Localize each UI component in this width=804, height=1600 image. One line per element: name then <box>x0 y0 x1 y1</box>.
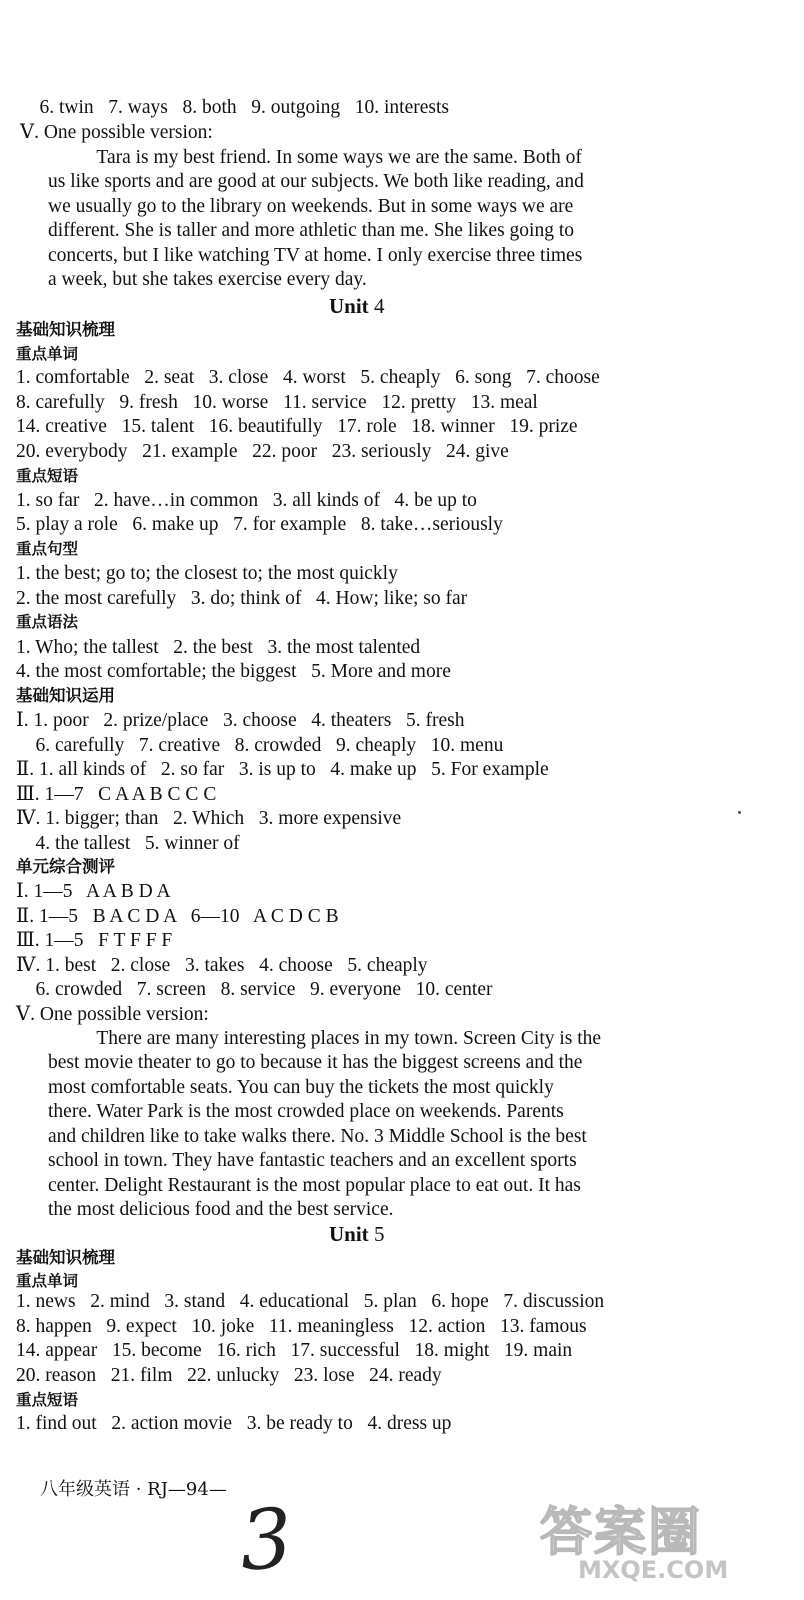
watermark-logo <box>540 1490 790 1590</box>
answer-line: 1. find out 2. action movie 3. be ready to 4. dress up <box>16 1413 452 1434</box>
unit-4-title-number: 4 <box>373 294 385 318</box>
section-heading: 基础知识运用 <box>16 686 115 705</box>
answer-line: 6. twin 7. ways 8. both 9. outgoing 10. interests <box>20 97 449 118</box>
unit-4-title <box>329 293 384 319</box>
answer-line: 1. so far 2. have…in common 3. all kinds of 4. be up to <box>16 490 477 511</box>
essay-line: different. She is taller and more athletic than me. She likes going to <box>48 220 575 241</box>
answer-line: 8. happen 9. expect 10. joke 11. meaningless 12. action 13. famous <box>16 1316 587 1337</box>
unit-4-title-word: Unit <box>329 294 369 318</box>
essay-line: most comfortable seats. You can buy the tickets the most quickly <box>48 1077 554 1098</box>
answer-line: Ⅲ. 1—7 C A A B C C C <box>16 784 217 805</box>
answer-line: Ⅲ. 1—5 F T F F F <box>16 930 173 951</box>
answer-line: 6. crowded 7. screen 8. service 9. everyone 10. center <box>16 979 493 1000</box>
answer-line: 2. the most carefully 3. do; think of 4. How; like; so far <box>16 588 468 609</box>
essay-line: school in town. They have fantastic teachers and an excellent sports <box>48 1150 577 1171</box>
answer-line: Ⅰ. 1—5 A A B D A <box>16 881 171 902</box>
watermark-text: 答案圈 <box>540 1503 703 1563</box>
answer-line: 14. creative 15. talent 16. beautifully 17. role 18. winner 19. prize <box>16 416 578 437</box>
print-speck <box>738 811 741 814</box>
answer-line: 6. carefully 7. creative 8. crowded 9. cheaply 10. menu <box>16 735 504 756</box>
answer-line: 1. Who; the tallest 2. the best 3. the most talented <box>16 637 421 658</box>
answer-line: Ⅱ. 1—5 B A C D A 6—10 A C D C B <box>16 906 339 927</box>
watermark-url: MXQE.COM <box>578 1556 729 1584</box>
subsection-heading: 重点句型 <box>16 539 79 558</box>
answer-line: 8. carefully 9. fresh 10. worse 11. service 12. pretty 13. meal <box>16 392 538 413</box>
essay-line: us like sports and are good at our subjects. We both like reading, and <box>48 171 584 192</box>
answer-line: 4. the most comfortable; the biggest 5. More and more <box>16 661 451 682</box>
answer-line: 5. play a role 6. make up 7. for example 8. take…seriously <box>16 514 503 535</box>
answer-line: 1. news 2. mind 3. stand 4. educational 5. plan 6. hope 7. discussion <box>16 1291 605 1312</box>
answer-line: 1. comfortable 2. seat 3. close 4. worst 5. cheaply 6. song 7. choose <box>16 367 600 388</box>
unit-5-title-number: 5 <box>373 1222 385 1246</box>
answer-line: 14. appear 15. become 16. rich 17. successful 18. might 19. main <box>16 1340 573 1361</box>
essay-line: there. Water Park is the most crowded place on weekends. Parents <box>48 1101 564 1122</box>
subsection-heading: 重点语法 <box>16 612 79 631</box>
answer-line: Ⅳ. 1. bigger; than 2. Which 3. more expensive <box>16 808 402 829</box>
essay-line: There are many interesting places in my town. Screen City is the <box>48 1028 602 1049</box>
answer-line: Ⅰ. 1. poor 2. prize/place 3. choose 4. theaters 5. fresh <box>16 710 465 731</box>
section-label: Ⅴ. One possible version: <box>16 1004 209 1025</box>
essay-line: concerts, but I like watching TV at home. I only exercise three times <box>48 245 583 266</box>
unit-5-title <box>329 1221 384 1247</box>
answer-line: 20. reason 21. film 22. unlucky 23. lose 24. ready <box>16 1365 442 1386</box>
essay-line: we usually go to the library on weekends. But in some ways we are <box>48 196 574 217</box>
section-heading: 单元综合测评 <box>16 857 115 876</box>
answer-line: 20. everybody 21. example 22. poor 23. seriously 24. give <box>16 441 509 462</box>
subsection-heading: 重点短语 <box>16 466 79 485</box>
essay-line: center. Delight Restaurant is the most popular place to eat out. It has <box>48 1175 581 1196</box>
subsection-heading: 重点单词 <box>16 1271 79 1290</box>
essay-line: a week, but she takes exercise every day. <box>48 269 367 290</box>
essay-line: Tara is my best friend. In some ways we are the same. Both of <box>48 147 582 168</box>
essay-line: best movie theater to go to because it has the biggest screens and the <box>48 1052 583 1073</box>
handwritten-page-number: 3 <box>236 1491 296 1590</box>
answer-line: Ⅱ. 1. all kinds of 2. so far 3. is up to 4. make up 5. For example <box>16 759 549 780</box>
page-footer: 八年级英语 · RJ—94— <box>40 1479 227 1500</box>
answer-line: 1. the best; go to; the closest to; the most quickly <box>16 563 398 584</box>
subsection-heading: 重点单词 <box>16 344 79 363</box>
essay-line: and children like to take walks there. No. 3 Middle School is the best <box>48 1126 587 1147</box>
subsection-heading: 重点短语 <box>16 1390 79 1409</box>
answer-line: 4. the tallest 5. winner of <box>16 833 240 854</box>
section-heading: 基础知识梳理 <box>16 1248 115 1267</box>
essay-line: the most delicious food and the best service. <box>48 1199 394 1220</box>
section-heading: 基础知识梳理 <box>16 320 115 339</box>
unit-5-title-word: Unit <box>329 1222 369 1246</box>
answer-line: Ⅳ. 1. best 2. close 3. takes 4. choose 5. cheaply <box>16 955 428 976</box>
section-label: Ⅴ. One possible version: <box>20 122 213 143</box>
